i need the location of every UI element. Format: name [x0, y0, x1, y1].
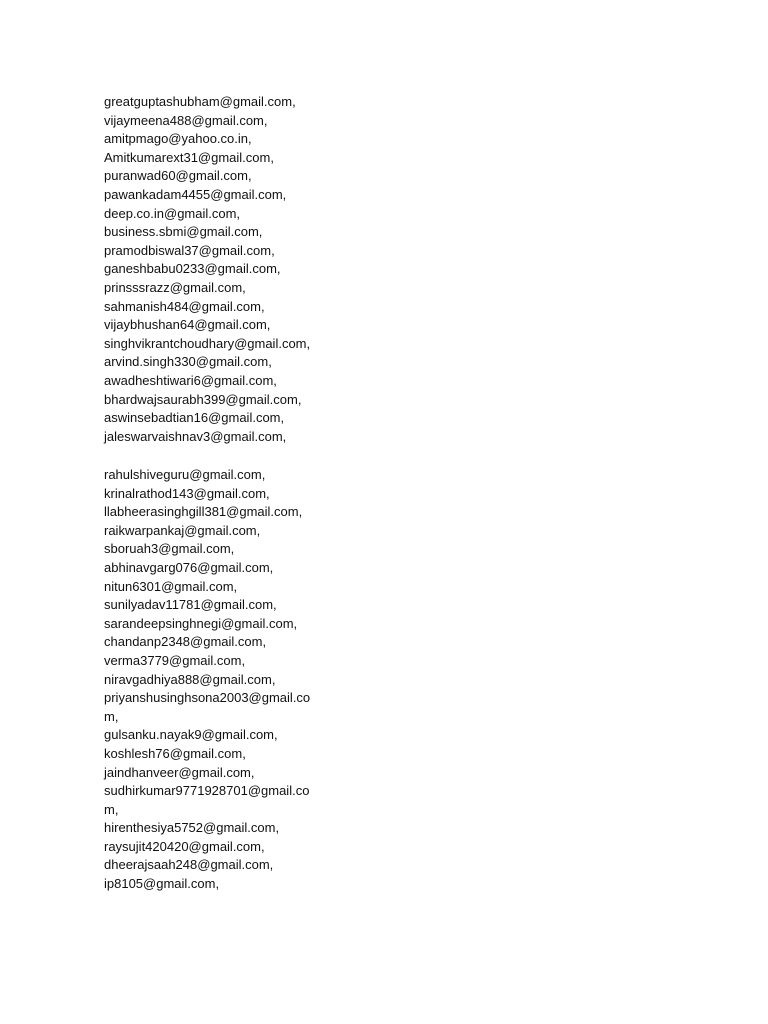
email-line: jaleswarvaishnav3@gmail.com, — [104, 428, 287, 444]
email-line: ganeshbabu0233@gmail.com, — [104, 261, 281, 277]
email-line: sarandeepsinghnegi@gmail.com, — [104, 615, 298, 631]
email-line: llabheerasinghgill381@gmail.com, — [104, 504, 303, 520]
email-line: raikwarpankaj@gmail.com, — [104, 522, 261, 538]
email-line: business.sbmi@gmail.com, — [104, 224, 263, 240]
email-line: sudhirkumar9771928701@gmail.co — [104, 783, 310, 799]
email-line: chandanp2348@gmail.com, — [104, 634, 267, 650]
email-line: pawankadam4455@gmail.com, — [104, 186, 287, 202]
email-list-block-1 — [104, 93, 314, 446]
email-line: m, — [104, 708, 119, 724]
email-line: dheerajsaah248@gmail.com, — [104, 857, 274, 873]
email-line: gulsanku.nayak9@gmail.com, — [104, 727, 278, 743]
email-line: koshlesh76@gmail.com, — [104, 745, 246, 761]
email-line: priyanshusinghsona2003@gmail.co — [104, 690, 311, 706]
email-line: pramodbiswal37@gmail.com, — [104, 242, 275, 258]
email-line: amitpmago@yahoo.co.in, — [104, 131, 252, 147]
email-line: deep.co.in@gmail.com, — [104, 205, 241, 221]
email-line: abhinavgarg076@gmail.com, — [104, 559, 274, 575]
email-line: krinalrathod143@gmail.com, — [104, 485, 270, 501]
email-line: Amitkumarext31@gmail.com, — [104, 149, 274, 165]
email-line: nitun6301@gmail.com, — [104, 578, 238, 594]
email-line: raysujit420420@gmail.com, — [104, 838, 265, 854]
email-line: sahmanish484@gmail.com, — [104, 298, 265, 314]
email-line: bhardwajsaurabh399@gmail.com, — [104, 391, 302, 407]
email-line: rahulshiveguru@gmail.com, — [104, 467, 266, 482]
email-line: jaindhanveer@gmail.com, — [104, 764, 255, 780]
email-list-block-2 — [104, 466, 314, 894]
email-line: vijaybhushan64@gmail.com, — [104, 317, 271, 333]
email-line: puranwad60@gmail.com, — [104, 168, 252, 184]
email-line: ip8105@gmail.com, — [104, 876, 220, 892]
email-line: vijaymeena488@gmail.com, — [104, 112, 268, 128]
email-line: awadheshtiwari6@gmail.com, — [104, 372, 277, 388]
email-line: greatguptashubham@gmail.com, — [104, 94, 296, 109]
email-line: singhvikrantchoudhary@gmail.com, — [104, 335, 311, 351]
email-line: sboruah3@gmail.com, — [104, 541, 235, 557]
email-line: prinsssrazz@gmail.com, — [104, 279, 246, 295]
email-line: hirenthesiya5752@gmail.com, — [104, 820, 280, 836]
email-line: arvind.singh330@gmail.com, — [104, 354, 272, 370]
email-line: sunilyadav11781@gmail.com, — [104, 597, 277, 613]
email-line: aswinsebadtian16@gmail.com, — [104, 410, 285, 426]
email-line: verma3779@gmail.com, — [104, 652, 246, 668]
email-line: niravgadhiya888@gmail.com, — [104, 671, 276, 687]
email-line: m, — [104, 801, 119, 817]
